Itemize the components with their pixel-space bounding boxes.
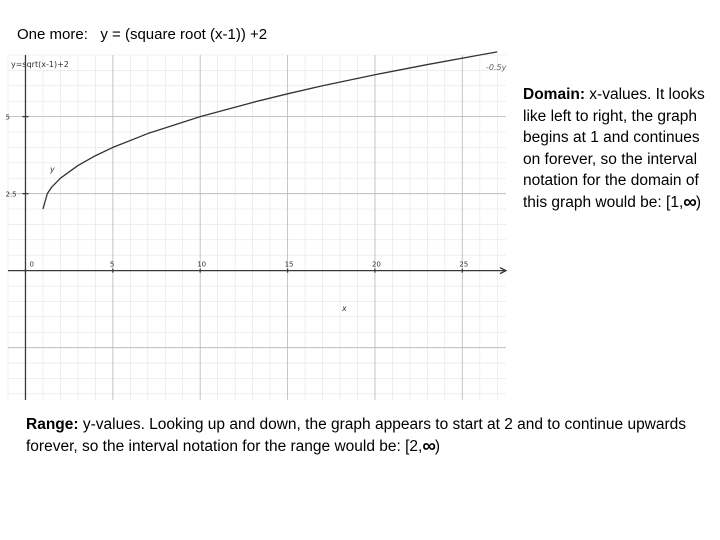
infinity-symbol: ∞ — [683, 191, 696, 213]
function-label: y=sqrt(x-1)+2 — [11, 60, 69, 69]
range-close-paren: ) — [434, 437, 441, 455]
x-tick-label: 10 — [197, 260, 207, 269]
x-tick-label: 15 — [284, 260, 294, 269]
domain-close-paren: ) — [695, 193, 701, 211]
infinity-symbol: ∞ — [422, 435, 435, 457]
domain-explanation — [523, 84, 715, 213]
slide-title: One more: y = (square root (x-1)) +2 — [17, 26, 268, 43]
y-axis-label: y — [50, 165, 55, 174]
x-tick-label: 5 — [109, 260, 115, 269]
domain-body: x-values. It looks like left to right, the graph begins at 1 and continues on forever, so the interval notation for the domain of this graph would be: [1, — [523, 86, 705, 211]
domain-label: Domain: — [523, 86, 585, 103]
function-graph — [5, 55, 507, 400]
x-tick-label: 20 — [371, 260, 381, 269]
range-body: y-values. Looking up and down, the graph appears to start at 2 and to continue upwards forever, so the interval notation for the range would be: [2, — [26, 416, 687, 455]
range-explanation — [26, 414, 716, 457]
y-tick-label: 5 — [5, 113, 10, 122]
range-label: Range: — [26, 416, 79, 433]
x-axis-label: x — [342, 304, 347, 313]
y-tick-label: 2.5 — [5, 190, 17, 199]
curve-end-label: -0.5y — [486, 63, 507, 72]
x-tick-label: 25 — [459, 260, 469, 269]
x-tick-label: 0 — [29, 260, 34, 269]
